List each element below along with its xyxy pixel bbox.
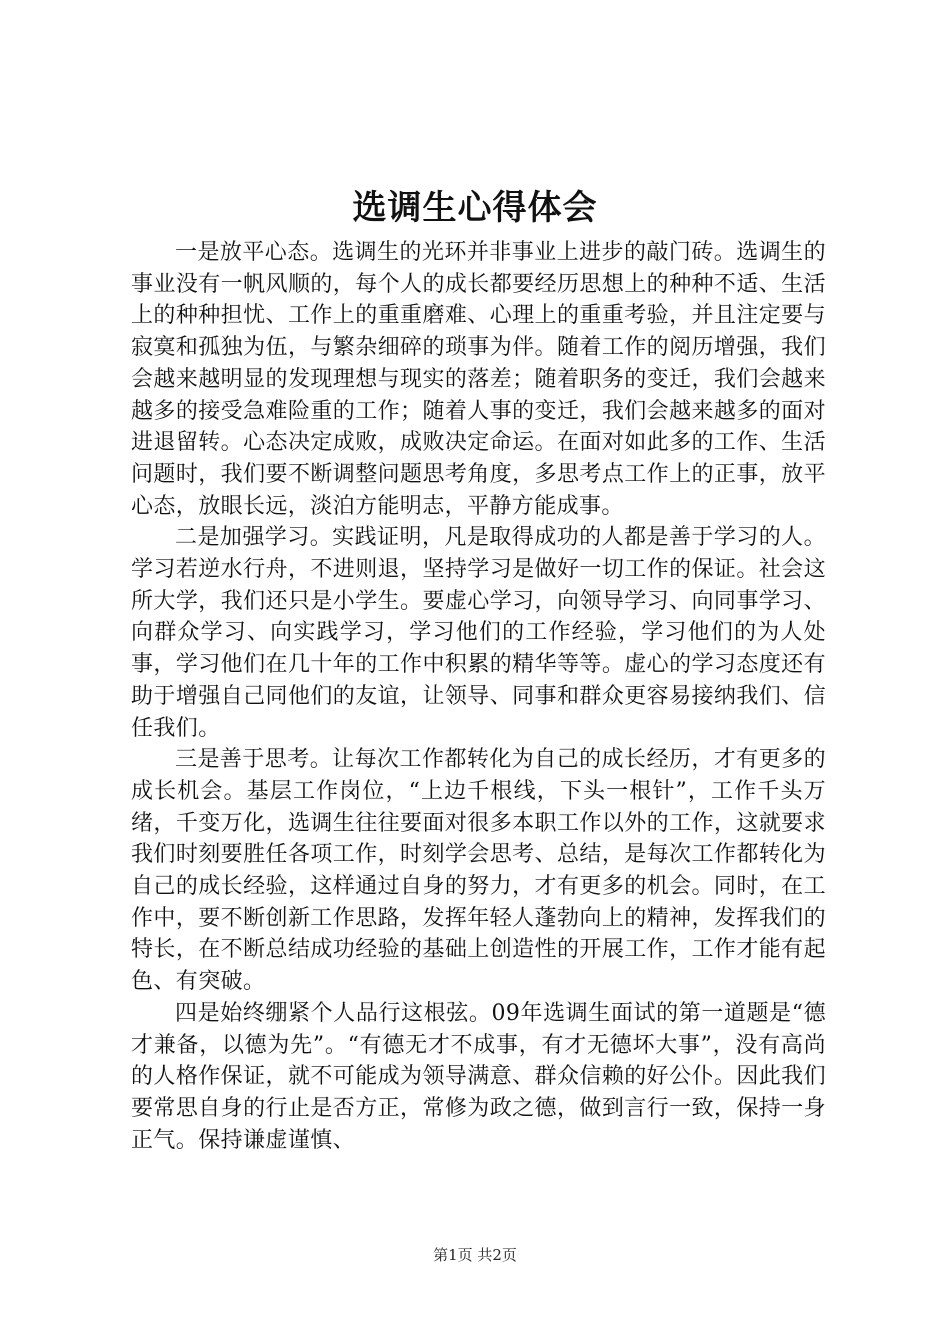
document-title: 选调生心得体会 <box>352 188 598 228</box>
page-footer: 第1页 共2页 <box>433 1246 517 1264</box>
paragraph-4: 四是始终绷紧个人品行这根弦。09年选调生面试的第一道题是“德才兼备，以德为先”。“有德无才不成事，有才无德坏大事”，没有高尚的人格作保证，就不可能成为领导满意、群众信赖的好公仆。因此我们要常思自身的行止是否方正，常修为政之德，做到言行一致，保持一身正气。保持谦虚谨慎、 <box>131 1000 826 1153</box>
paragraph-1: 一是放平心态。选调生的光环并非事业上进步的敲门砖。选调生的事业没有一帆风顺的，每个人的成长都要经历思想上的种种不适、生活上的种种担忧、工作上的重重磨难、心理上的重重考验，并且注定要与寂寞和孤独为伍，与繁杂细碎的琐事为伴。随着工作的阅历增强，我们会越来越明显的发现理想与现实的落差；随着职务的变迁，我们会越来越多的接受急难险重的工作；随着人事的变迁，我们会越来越多的面对进退留转。心态决定成败，成败决定命运。在面对如此多的工作、生活问题时，我们要不断调整问题思考角度，多思考点工作上的正事，放平心态，放眼长远，淡泊方能明志，平静方能成事。 <box>131 240 826 519</box>
paragraph-3: 三是善于思考。让每次工作都转化为自己的成长经历，才有更多的成长机会。基层工作岗位，“上边千根线，下头一根针”，工作千头万绪，千变万化，选调生往往要面对很多本职工作以外的工作，这就要求我们时刻要胜任各项工作，时刻学会思考、总结，是每次工作都转化为自己的成长经验，这样通过自身的努力，才有更多的机会。同时，在工作中，要不断创新工作思路，发挥年轻人蓬勃向上的精神，发挥我们的特长，在不断总结成功经验的基础上创造性的开展工作，工作才能有起色、有突破。 <box>131 747 826 995</box>
document-body <box>131 237 826 1156</box>
paragraph-2: 二是加强学习。实践证明，凡是取得成功的人都是善于学习的人。学习若逆水行舟，不进则退，坚持学习是做好一切工作的保证。社会这所大学，我们还只是小学生。要虚心学习，向领导学习、向同事学习、向群众学习、向实践学习，学习他们的工作经验，学习他们的为人处事，学习他们在几十年的工作中积累的精华等等。虚心的学习态度还有助于增强自己同他们的友谊，让领导、同事和群众更容易接纳我们、信任我们。 <box>131 525 826 741</box>
